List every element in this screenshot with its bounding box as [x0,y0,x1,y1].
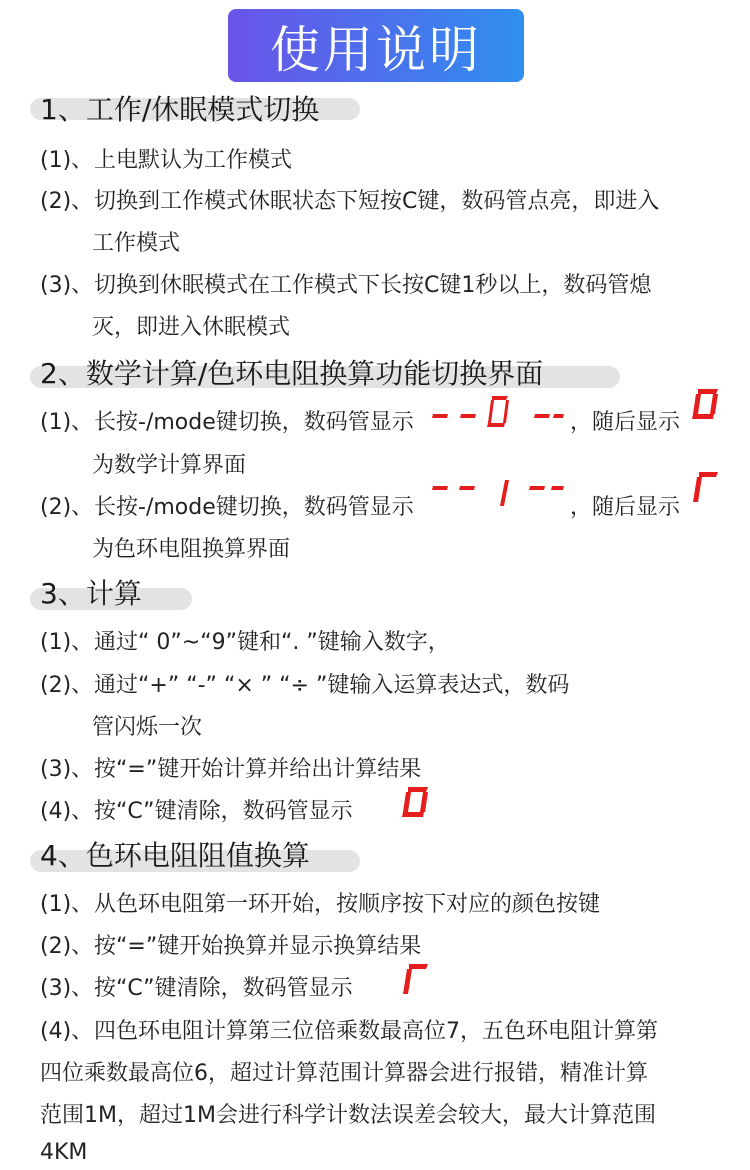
section-4-item-4-line-2: 四位乘数最高位6，超过计算范围计算器会进行报错，精准计算 [40,1061,648,1086]
section-1-item-3-continuation: 灭，即进入休眠模式 [92,315,291,340]
section-2-item-2-after-text: ，随后显示 [570,495,681,520]
section-4-item-4-line-3: 范围1M，超过1M会进行科学计数法误差会较大，最大计算范围 [40,1103,656,1128]
segment-display-clear-0 [402,786,430,818]
section-3-item-3 [40,752,421,783]
item-text: 按“C”键清除，数码管显示 [94,799,353,824]
item-number: (4)、 [40,1019,94,1044]
item-text: 切换到休眠模式在工作模式下长按C键1秒以上，数码管熄 [94,273,652,298]
item-number: (3)、 [40,757,94,782]
item-text: 切换到工作模式休眠状态下短按C键，数码管点亮，即进入 [94,189,660,214]
section-2-item-2 [40,490,414,521]
section-4-item-2 [40,929,421,960]
segment-display-result-0 [692,388,720,420]
item-number: (1)、 [40,410,94,435]
item-number: (4)、 [40,799,94,824]
item-text: 长按-/mode键切换，数码管显示 [94,495,414,520]
item-text: 四色环电阻计算第三位倍乘数最高位7，五色环电阻计算第 [94,1019,658,1044]
item-number: (2)、 [40,934,94,959]
item-text: 长按-/mode键切换，数码管显示 [94,410,414,435]
section-1-item-2-continuation: 工作模式 [92,231,181,256]
section-4-item-3 [40,971,353,1002]
item-number: (2)、 [40,495,94,520]
item-text: 从色环电阻第一环开始，按顺序按下对应的颜色按键 [94,892,601,917]
item-text: 上电默认为工作模式 [94,148,293,173]
item-number: (2)、 [40,673,94,698]
segment-display-mode-1 [430,476,565,512]
section-1-item-1 [40,143,292,174]
section-4-title: 4、色环电阻阻值换算 [40,839,310,872]
section-4-item-1 [40,887,600,918]
page-title: 使用说明 [270,20,482,79]
section-1-title: 1、工作/休眠模式切换 [40,93,320,126]
title-banner [228,9,524,82]
item-text: 通过“ 0”~“9”键和“. ”键输入数字， [94,630,450,655]
segment-display-mode-0 [430,392,565,428]
item-number: (1)、 [40,630,94,655]
section-3-item-1 [40,625,450,656]
section-4-item-4 [40,1014,658,1045]
section-1-item-2 [40,184,659,215]
section-2-item-1-continuation: 为数学计算界面 [92,453,247,478]
section-3-title: 3、计算 [40,577,142,610]
section-3-item-2-continuation: 管闪烁一次 [92,715,203,740]
section-2-item-2-continuation: 为色环电阻换算界面 [92,537,291,562]
item-text: 按“=”键开始计算并给出计算结果 [94,757,422,782]
segment-display-result-r [692,470,720,504]
segment-display-clear-r [402,962,430,996]
item-number: (3)、 [40,976,94,1001]
section-1-item-3 [40,268,651,299]
item-number: (1)、 [40,892,94,917]
item-text: 按“C”键清除，数码管显示 [94,976,353,1001]
section-2-item-1-after-text: ，随后显示 [570,410,681,435]
section-2-title: 2、数学计算/色环电阻换算功能切换界面 [40,357,544,390]
section-3-item-2 [40,668,569,699]
item-text: 按“=”键开始换算并显示换算结果 [94,934,422,959]
item-number: (2)、 [40,189,94,214]
section-4-item-4-line-4: 4KM [40,1140,88,1165]
section-3-item-4 [40,794,353,825]
item-number: (3)、 [40,273,94,298]
section-2-item-1 [40,405,414,436]
item-number: (1)、 [40,148,94,173]
item-text: 通过“+” “-” “× ” “÷ ”键输入运算表达式，数码 [94,673,570,698]
